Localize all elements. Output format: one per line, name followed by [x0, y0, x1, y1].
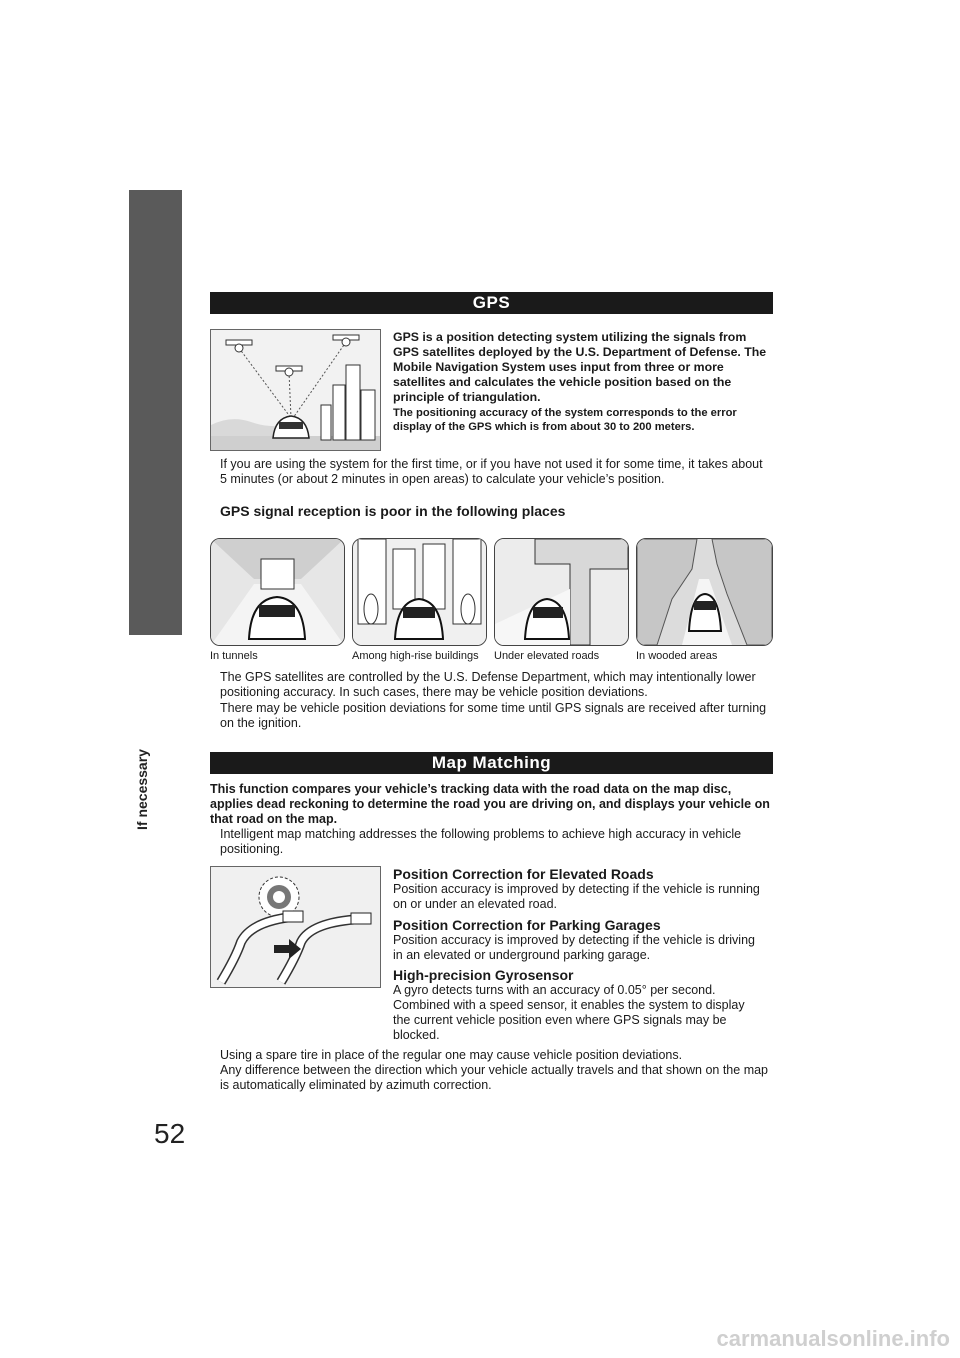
- page-number: 52: [154, 1118, 186, 1149]
- high-rise-illustration: [352, 538, 487, 646]
- gps-ignition-note: There may be vehicle position deviations for some time until GPS signals are received after turning on the ignition.: [220, 701, 767, 730]
- caption-elevated-roads: Under elevated roads: [494, 650, 600, 662]
- poor-reception-heading: GPS signal reception is poor in the following places: [220, 503, 566, 519]
- caption-wooded-areas: In wooded areas: [636, 650, 718, 662]
- section-side-label: If necessary: [134, 749, 150, 830]
- feature-text-gyrosensor: A gyro detects turns with an accuracy of 0.05° per second. Combined with a speed sensor, it enables the system to display the current vehicle position even where GPS signals may be blocked.: [393, 983, 745, 1042]
- spare-tire-note: Using a spare tire in place of the regular one may cause vehicle position deviations.: [220, 1048, 683, 1062]
- map-matching-intro: This function compares your vehicle’s tracking data with the road data on the map disc, applies dead reckoning to determine the road you are driving on, and displays your vehicle on that road on the map.: [210, 782, 770, 826]
- map-matching-intro-note: Intelligent map matching addresses the following problems to achieve high accuracy in vehicle positioning.: [220, 827, 742, 856]
- gps-satellite-illustration: [210, 329, 381, 451]
- caption-tunnels: In tunnels: [210, 650, 258, 662]
- tunnel-illustration: [210, 538, 345, 646]
- feature-title-parking: Position Correction for Parking Garages: [393, 917, 661, 933]
- feature-title-gyrosensor: High-precision Gyrosensor: [393, 967, 574, 983]
- feature-text-parking: Position accuracy is improved by detecting if the vehicle is driving in an elevated or underground parking garage.: [393, 933, 755, 962]
- feature-title-elevated: Position Correction for Elevated Roads: [393, 866, 654, 882]
- section-side-tab: [129, 190, 182, 635]
- elevated-road-illustration: [494, 538, 629, 646]
- caption-high-rise: Among high-rise buildings: [352, 650, 479, 662]
- gps-section-title: GPS: [210, 292, 773, 314]
- gps-accuracy-note: The positioning accuracy of the system corresponds to the error display of the GPS which is from about 30 to 200 meters.: [393, 407, 737, 433]
- feature-text-elevated: Position accuracy is improved by detecting if the vehicle is running on or under an elevated road.: [393, 882, 760, 911]
- gps-first-use-note: If you are using the system for the first time, or if you have not used it for some time, it takes about 5 minutes (or about 2 minutes in open areas) to calculate your vehicle’s position.: [220, 457, 763, 486]
- gyrosensor-illustration: [210, 866, 381, 988]
- watermark: carmanualsonline.info: [716, 1326, 950, 1351]
- azimuth-note: Any difference between the direction which your vehicle actually travels and that shown on the map is automatically eliminated by azimuth correction.: [220, 1063, 769, 1092]
- gps-defense-note: The GPS satellites are controlled by the U.S. Defense Department, which may intentionally lower positioning accuracy. In such cases, there may be vehicle position deviations.: [220, 670, 756, 699]
- wooded-area-illustration: [636, 538, 773, 646]
- map-matching-section-title: Map Matching: [210, 752, 773, 774]
- gps-intro-text: GPS is a position detecting system utilizing the signals from GPS satellites deployed by the U.S. Department of Defense. The Mobile Navigation System uses input from three or more satellites and calculates the vehicle position based on the principle of triangulation.: [393, 330, 767, 404]
